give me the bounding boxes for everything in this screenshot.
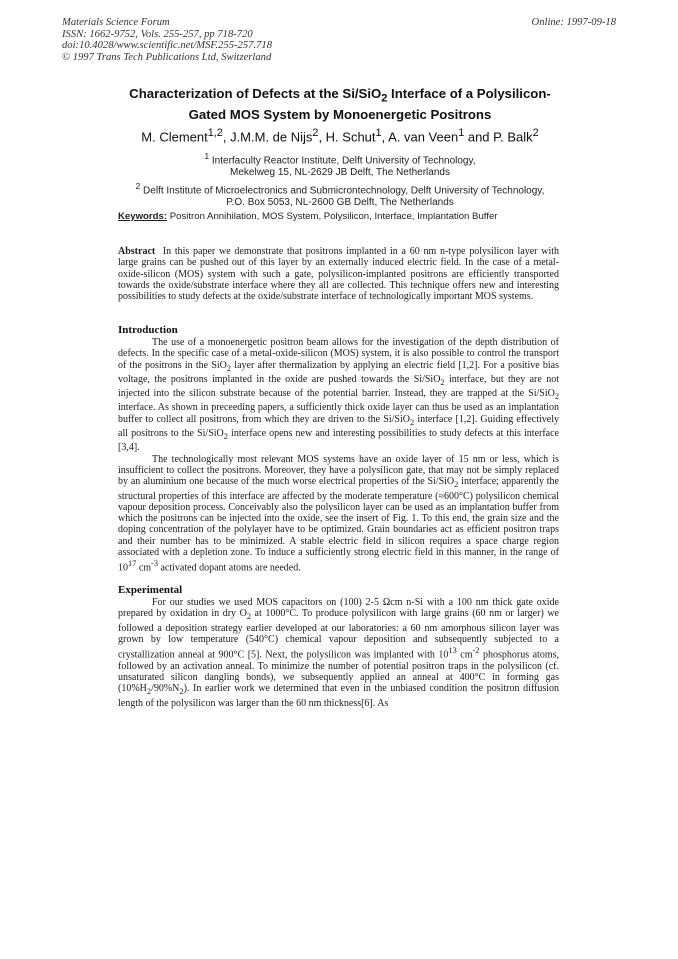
introduction-paragraph-1: The use of a monoenergetic positron beam allows for the investigation of the depth distribution of defects. In the specific case of a metal-oxide-silicon (MOS) system, it is also possible to control the transport of the positrons in the SiO$_2$ layer after thermalization by applying an electric field [1,2]. For a positive bias voltage, the positrons implanted in the oxide are pushed towards the Si/SiO$_2$ interface, but they are not injected into the silicon substrate because of the potential barrier. Instead, they are trapped at the Si/SiO$_2$ interface. As shown in preceeding papers, a sufficiently thick oxide layer can thus be used as an implantation buffer to collect all positrons, from which they are driven to the Si/SiO$_2$ interface [1,2]. Guiding effectively all positrons to the Si/SiO$_2$ interface opens new and interesting possibilities to study defects at this interface [3,4]. — [118, 337, 559, 454]
introduction-body — [118, 337, 559, 574]
affiliation-2: $^2$ Delft Institute of Microelectronics and Submicrontechnology, Delft University of Technology, P.O. Box 5053, NL-2600 GB Delft, The Netherlands — [135, 181, 545, 209]
keywords-text: Positron Annihilation, MOS System, Polysilicon, Interface, Implantation Buffer — [167, 211, 498, 222]
online-date: Online: 1997-09-18 — [531, 17, 616, 28]
section-heading-experimental: Experimental — [118, 584, 183, 596]
journal-issn: ISSN: 1662-9752, Vols. 255-257, pp 718-720 — [62, 28, 253, 40]
abstract-label: Abstract — [118, 246, 156, 257]
journal-doi: doi:10.4028/www.scientific.net/MSF.255-257.718 — [62, 40, 272, 52]
journal-name: Materials Science Forum — [62, 17, 170, 28]
abstract — [118, 246, 559, 302]
experimental-paragraph-1: For our studies we used MOS capacitors on (100) 2-5 Ωcm n-Si with a 100 nm thick gate oxide prepared by oxidation in dry $O_2$ at 1000°C. To produce polysilicon with large grains (60 nm or larger) we followed a deposition strategy earlier developed at our laboratories: a 60 nm amorphous silicon layer was grown by low temperature (540°C) chemical vapour deposition and subsequently subjected to a crystallization anneal at 900°C [5]. Next, the polysilicon was implanted with $10^{13}$ $cm^{-2}$ phosphorus atoms, followed by an activation anneal. To minimize the number of potential positron traps in the polysilicon (cf. unsaturated silicon dangling bonds), we subsequently applied an anneal at 400°C in forming gas $(10\%H_2/90\%N_2)$. In earlier work we determined that even in the unbiased condition the positron diffusion length of the polysilicon was larger than the 60 nm thickness[6]. As — [118, 597, 559, 709]
introduction-paragraph-2: The technologically most relevant MOS systems have an oxide layer of 15 nm or less, which is insufficient to collect the positrons. Moreover, they have a polysilicon gate, that may not be simply replaced by an aluminium one because of the much worse electrical properties of the Si/SiO$_2$ interface; apparently the structural properties of this interface are affected by the moderate temperature (≈600°C) polysilicon chemical vapour deposition process. Conceivably also the polysilicon layer can be used as an implantation buffer from which the positrons can be injected into the oxide, see the insert of Fig. 1. To this end, the grain size and the doping concentration of the polylayer have to be optimized. Grain boundaries act as efficient positron traps and their number has to be minimized. A stable electric field in silicon requires a space charge region associated with a depletion zone. To induce a sufficiently strong electric field in this manner, in the range of $10^{17}$ $cm^{-3}$ activated dopant atoms are needed. — [118, 453, 559, 574]
abstract-text: In this paper we demonstrate that positrons implanted in a 60 nm n-type polysilicon layer with large grains can be pushed out of this layer by an externally induced electric field. In the case of a metal-oxide-silicon (MOS) system with such a gate, polysilicon-implanted positrons are efficiently transported towards the oxide/substrate interface where they all are collected. This technique offers new and interesting possibilities to study defects at the oxide/substrate interface of technologically important MOS systems. — [118, 246, 560, 303]
keywords-label: Keywords: — [118, 211, 168, 222]
journal-header — [62, 17, 272, 63]
author-name: J.M.M. de Nijs — [230, 129, 313, 145]
author-name: A. van Veen — [388, 129, 459, 145]
paper-title: Characterization of Defects at the Si/SiO$_2$ Interface of a Polysilicon- Gated MOS System by Monoenergetic Positrons — [129, 86, 551, 122]
keywords — [118, 211, 578, 222]
author-name: P. Balk — [493, 129, 533, 145]
author-name: H. Schut — [325, 129, 376, 145]
author-list: M. Clement$^{1,2}$, J.M.M. de Nijs$^2$, H. Schut$^1$, A. van Veen$^1$ and P. Balk$^2$ — [141, 127, 539, 145]
experimental-body — [118, 597, 559, 709]
affiliation-1: $^1$ Interfaculty Reactor Institute, Delft University of Technology, Mekelweg 15, NL-2629 JB Delft, The Netherlands — [204, 151, 476, 179]
section-heading-introduction: Introduction — [118, 324, 178, 336]
journal-copyright: © 1997 Trans Tech Publications Ltd, Switzerland — [62, 51, 272, 63]
author-name: M. Clement — [141, 129, 208, 145]
